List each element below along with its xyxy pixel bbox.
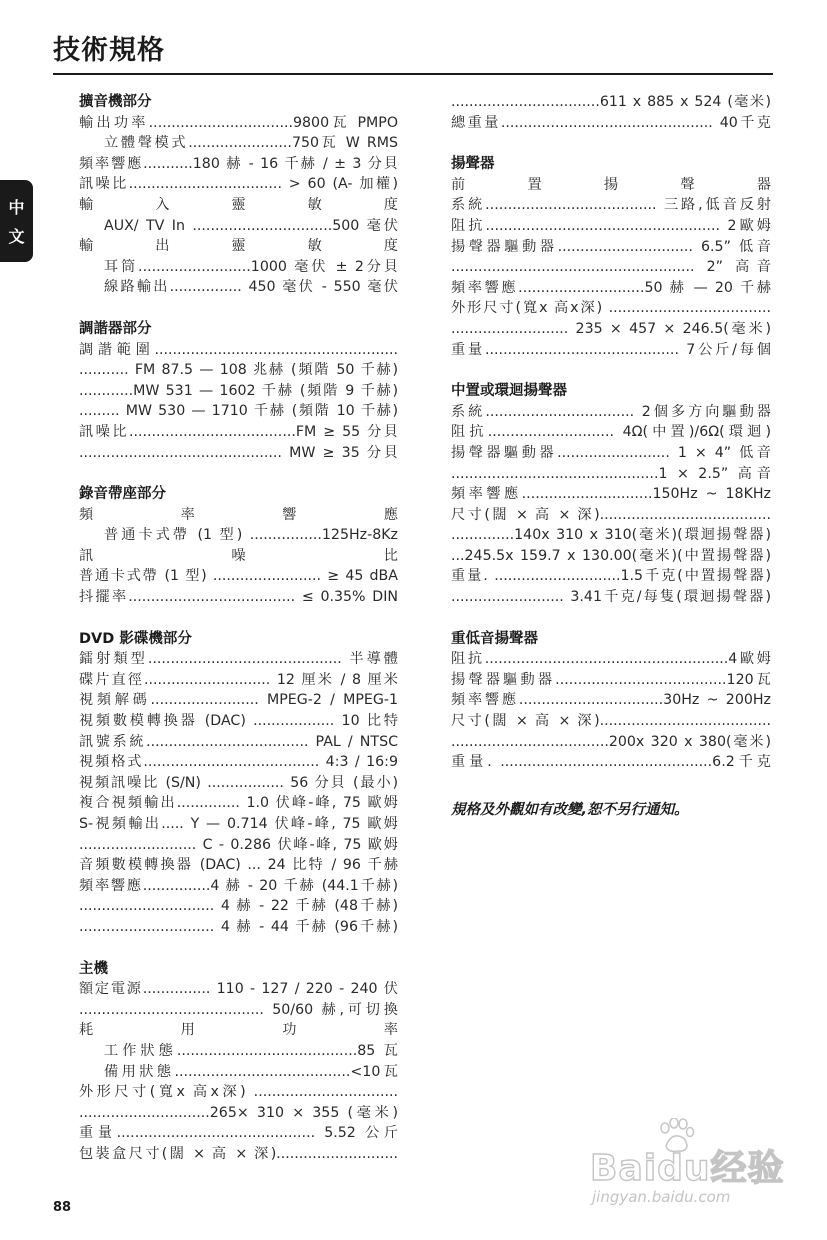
spec-line: 阻抗.................................................... 2歐姆 <box>451 217 771 234</box>
spec-line: 訊噪比.................................. > 60 (A- 加權) <box>79 176 398 193</box>
spec-line: 頻率響應...........180 赫 - 16 千赫 / ± 3 分貝 <box>79 155 398 172</box>
spec-line: .............................. 4 赫 - 44 千赫 (96千赫) <box>79 918 398 935</box>
watermark-logo: Baidu经验 <box>590 1148 785 1189</box>
spec-line: ..............................................1 × 2.5” 高音 <box>451 465 771 482</box>
spec-line: 額定電源............... 110 - 127 / 220 - 240 伏 <box>79 981 398 998</box>
spec-section <box>79 629 398 938</box>
spec-line: ............MW 531 — 1602 千赫 (頻階 9 千赫) <box>79 382 398 399</box>
spec-line: 輸出功率................................9800瓦 PMPO <box>79 114 398 131</box>
spec-line: 視頻數模轉換器 (DAC) .................. 10 比特 <box>79 713 398 730</box>
left-column <box>79 92 398 1165</box>
spec-section <box>79 319 398 463</box>
section-title: 揚聲器 <box>451 156 495 173</box>
spec-section <box>79 959 398 1165</box>
spec-line: 視頻訊噪比 (S/N) ................. 56 分貝 (最小) <box>79 774 398 791</box>
language-tab-char: 文 <box>8 227 25 246</box>
spec-line: 鐳射類型........................................... 半導體 <box>79 651 398 668</box>
section-title: 中置或環迴揚聲器 <box>451 383 567 400</box>
spec-line: 阻抗......................................................4歐姆 <box>451 651 771 668</box>
spec-line: 訊噪比.....................................FM ≥ 55 分貝 <box>79 423 398 440</box>
spec-line: .......................... C - 0.286 伏峰-峰, 75 歐姆 <box>79 836 398 853</box>
section-gap <box>451 360 771 381</box>
spec-line: 頻率響應............................50 赫 — 20 千赫 <box>451 279 771 296</box>
spec-line: 重量........................................... 7公斤/每個 <box>451 341 771 358</box>
baidu-watermark <box>590 1118 785 1208</box>
spec-line: 頻率響應.............................150Hz ~ 18KHz <box>451 486 771 503</box>
title-rule <box>53 73 773 75</box>
section-title: 擴音機部分 <box>79 94 152 110</box>
spec-line: 系統...................................... 三路,低音反射 <box>451 197 771 214</box>
spec-line: 包裝盒尺寸(闊 × 高 × 深)........................... <box>79 1145 398 1162</box>
spec-section <box>451 154 771 360</box>
section-gap <box>451 133 771 154</box>
spec-line: S-視頻輸出..... Y — 0.714 伏峰-峰, 75 歐姆 <box>79 816 398 832</box>
spec-line: 備用狀態.......................................<10瓦 <box>104 1063 398 1080</box>
spec-line: 訊號系統.................................... PAL / NTSC <box>79 733 398 750</box>
spec-line: 線路輸出................ 450 毫伏 - 550 毫伏 <box>104 279 398 296</box>
spec-line: 立體聲模式.......................750瓦 W RMS <box>104 135 398 152</box>
section-gap <box>79 298 398 319</box>
spec-line: 耗用功率 <box>79 1022 398 1039</box>
section-gap <box>451 773 771 794</box>
disclaimer-note: 規格及外觀如有改變,恕不另行通知。 <box>451 801 689 818</box>
spec-line: ......... MW 530 — 1710 千赫 (頻階 10 千赫) <box>79 403 398 420</box>
spec-line: 重量. ...............................................6.2千克 <box>451 754 771 771</box>
language-tab-char: 中 <box>8 198 25 217</box>
spec-line: 重量............................................ 5.52 公斤 <box>79 1125 398 1142</box>
spec-line: ...245.5x 159.7 x 130.00(毫米)(中置揚聲器) <box>451 547 771 564</box>
spec-line: 調諧範圍...................................................... <box>79 341 398 358</box>
spec-line: 普通卡式帶 (1 型) ........................ ≥ 45 dBA <box>79 568 398 585</box>
spec-line: 抖擺率..................................... ≤ 0.35% DIN <box>79 589 398 606</box>
spec-line: 外形尺寸(寬x 高x深) ................................ <box>79 1084 398 1101</box>
watermark-url: jingyan.baidu.com <box>592 1188 731 1206</box>
spec-section <box>451 381 771 608</box>
section-gap <box>451 608 771 629</box>
spec-line: .............................265× 310 × 355 (毫米) <box>79 1104 398 1121</box>
spec-line: .............................. 4 赫 - 22 千赫 (48千赫) <box>79 898 398 915</box>
spec-line: 阻抗............................ 4Ω(中置)/6Ω(環迴) <box>451 424 771 441</box>
spec-line: ...................................................... 2” 高音 <box>451 259 771 276</box>
language-tab <box>0 180 33 262</box>
spec-line: 頻率響應................................30Hz ~ 200Hz <box>451 692 771 709</box>
spec-line: 外形尺寸(寬x 高x深) .................................... <box>451 300 771 317</box>
page-title: 技術規格 <box>53 35 165 66</box>
spec-line: ............................................. MW ≥ 35 分貝 <box>79 444 398 461</box>
section-title: 錄音帶座部分 <box>79 486 166 503</box>
spec-line: 普通卡式帶 (1 型) ................125Hz-8Kz <box>104 527 398 544</box>
spec-line: 尺寸(闊 × 高 × 深)...................................... <box>451 713 771 730</box>
spec-line: ..............140x 310 x 310(毫米)(環迴揚聲器) <box>451 527 771 544</box>
page-number: 88 <box>53 1200 72 1215</box>
spec-line: AUX/ TV In ...............................500 毫伏 <box>104 217 398 234</box>
spec-line: 揚聲器驅動器......................... 1 × 4” 低音 <box>451 444 771 461</box>
spec-line: .......................... 235 × 457 × 246.5(毫米) <box>451 320 771 337</box>
spec-line: 複合視頻輸出.............. 1.0 伏峰-峰, 75 歐姆 <box>79 795 398 812</box>
spec-line: 頻率響應...............4 赫 - 20 千赫 (44.1千赫) <box>79 877 398 894</box>
section-gap <box>79 608 398 629</box>
spec-line: 視頻解碼........................ MPEG-2 / MPEG-1 <box>79 692 398 709</box>
spec-line: ......................................... 50/60 赫,可切換 <box>79 1001 398 1018</box>
spec-line: 輸出靈敏度 <box>79 238 398 255</box>
right-column <box>451 92 771 820</box>
spec-line: 輸入靈敏度 <box>79 196 398 213</box>
section-title: 主機 <box>79 960 108 977</box>
spec-line: 工作狀態........................................85 瓦 <box>104 1042 398 1059</box>
spec-line: 尺寸(闊 × 高 × 深)...................................... <box>451 506 771 523</box>
spec-line: 視頻格式....................................... 4:3 / 16:9 <box>79 754 398 771</box>
spec-line: 揚聲器驅動器......................................120瓦 <box>451 671 771 688</box>
spec-section <box>79 92 398 298</box>
section-title: 重低音揚聲器 <box>451 630 538 647</box>
spec-section <box>79 484 398 608</box>
spec-line: 揚聲器驅動器.............................. 6.5” 低音 <box>451 238 771 255</box>
spec-line: ........... FM 87.5 — 108 兆赫 (頻階 50 千赫) <box>79 362 398 379</box>
section-title: 調諧器部分 <box>79 320 152 337</box>
spec-line: 重量. ............................1.5千克(中置揚聲器) <box>451 568 771 585</box>
spec-line: 碟片直徑............................ 12 厘米 / 8 厘米 <box>79 671 398 688</box>
spec-line: ...................................200x 320 x 380(毫米) <box>451 733 771 750</box>
section-gap <box>79 463 398 484</box>
section-title: DVD 影碟機部分 <box>79 630 192 647</box>
section-gap <box>79 938 398 959</box>
spec-section <box>451 629 771 773</box>
spec-line: ......................... 3.41千克/每隻(環迴揚聲器) <box>451 589 771 606</box>
spec-line: 訊噪比 <box>79 547 398 564</box>
spec-line: .................................611 x 885 x 524 (毫米) <box>451 94 771 110</box>
spec-line: 音頻數模轉換器 (DAC) ... 24 比特 / 96 千赫 <box>79 857 398 874</box>
spec-line: 總重量............................................... 40千克 <box>451 114 771 131</box>
spec-line: 前置揚聲器 <box>451 176 771 193</box>
spec-line: 耳筒.........................1000 毫伏 ± 2分貝 <box>104 258 398 275</box>
spec-section <box>451 92 771 133</box>
spec-line: 頻率響應 <box>79 506 398 523</box>
spec-line: 系統................................. 2個多方向驅動器 <box>451 403 771 420</box>
